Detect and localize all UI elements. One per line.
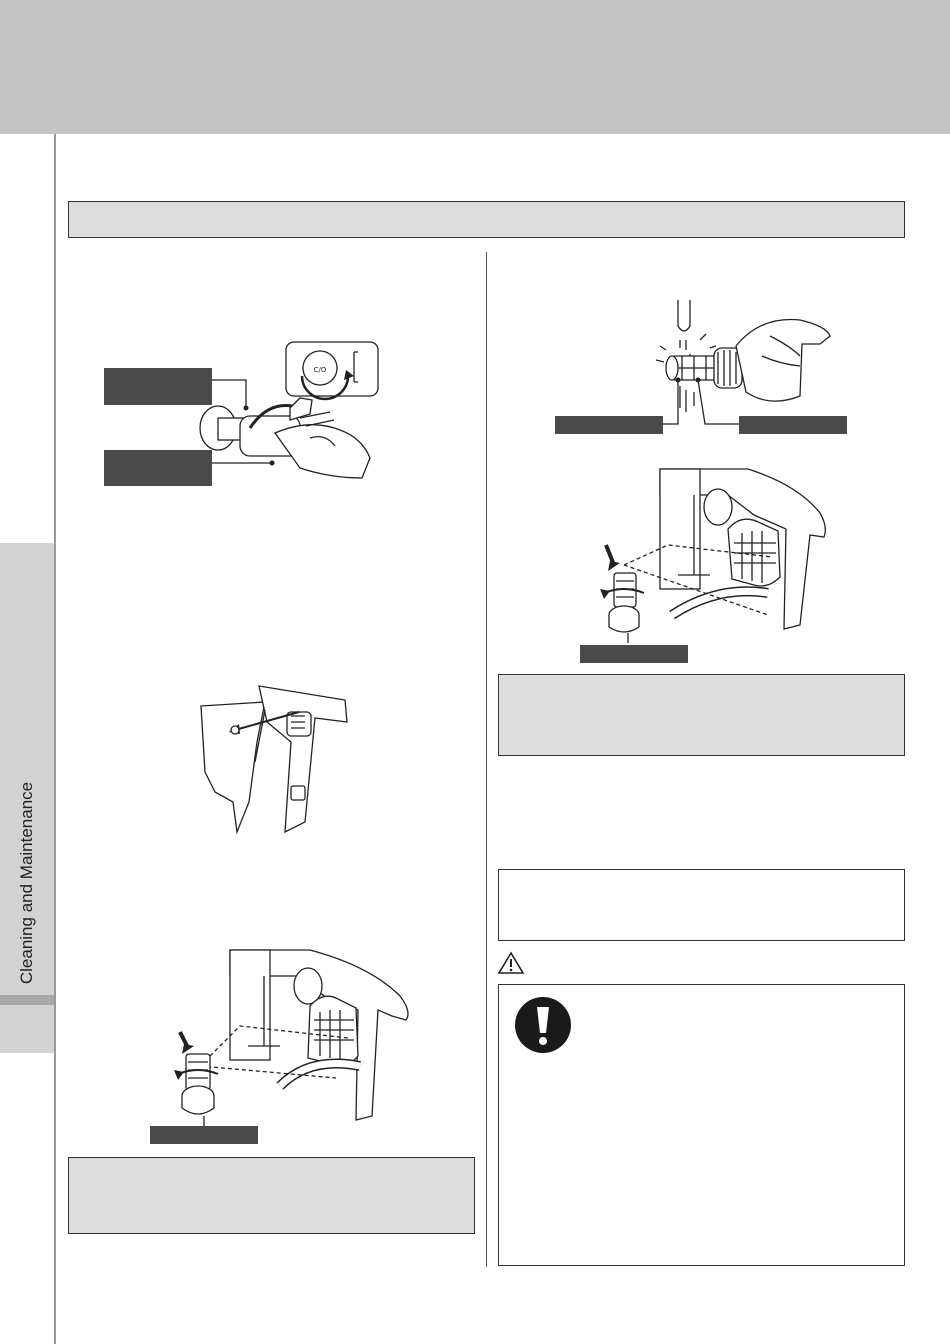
illustration-install-filter-right [588,465,828,643]
illustration-label-box [150,1126,258,1144]
illustration-label-box [104,368,212,405]
illustration-label-box [580,645,688,663]
illustration-label-box [104,450,212,486]
illustration-install-filter-left [160,946,410,1121]
section-header-bar [68,201,905,238]
column-divider [486,252,487,1267]
warning-triangle-icon [498,951,524,975]
illustration-label-box [739,416,847,434]
header-band [0,0,950,134]
illustration-label-box [555,416,663,434]
illustration-open-cover [195,682,365,832]
info-box [498,869,905,941]
mandatory-exclamation-icon [513,995,573,1055]
svg-text:C/O: C/O [313,366,327,374]
margin-rule [54,134,56,1344]
side-tab-divider [0,995,54,1005]
side-tab-label-wrap [0,543,54,993]
note-box [68,1157,475,1234]
side-tab-label: Cleaning and Maintenance [17,781,36,985]
note-box [498,674,905,756]
